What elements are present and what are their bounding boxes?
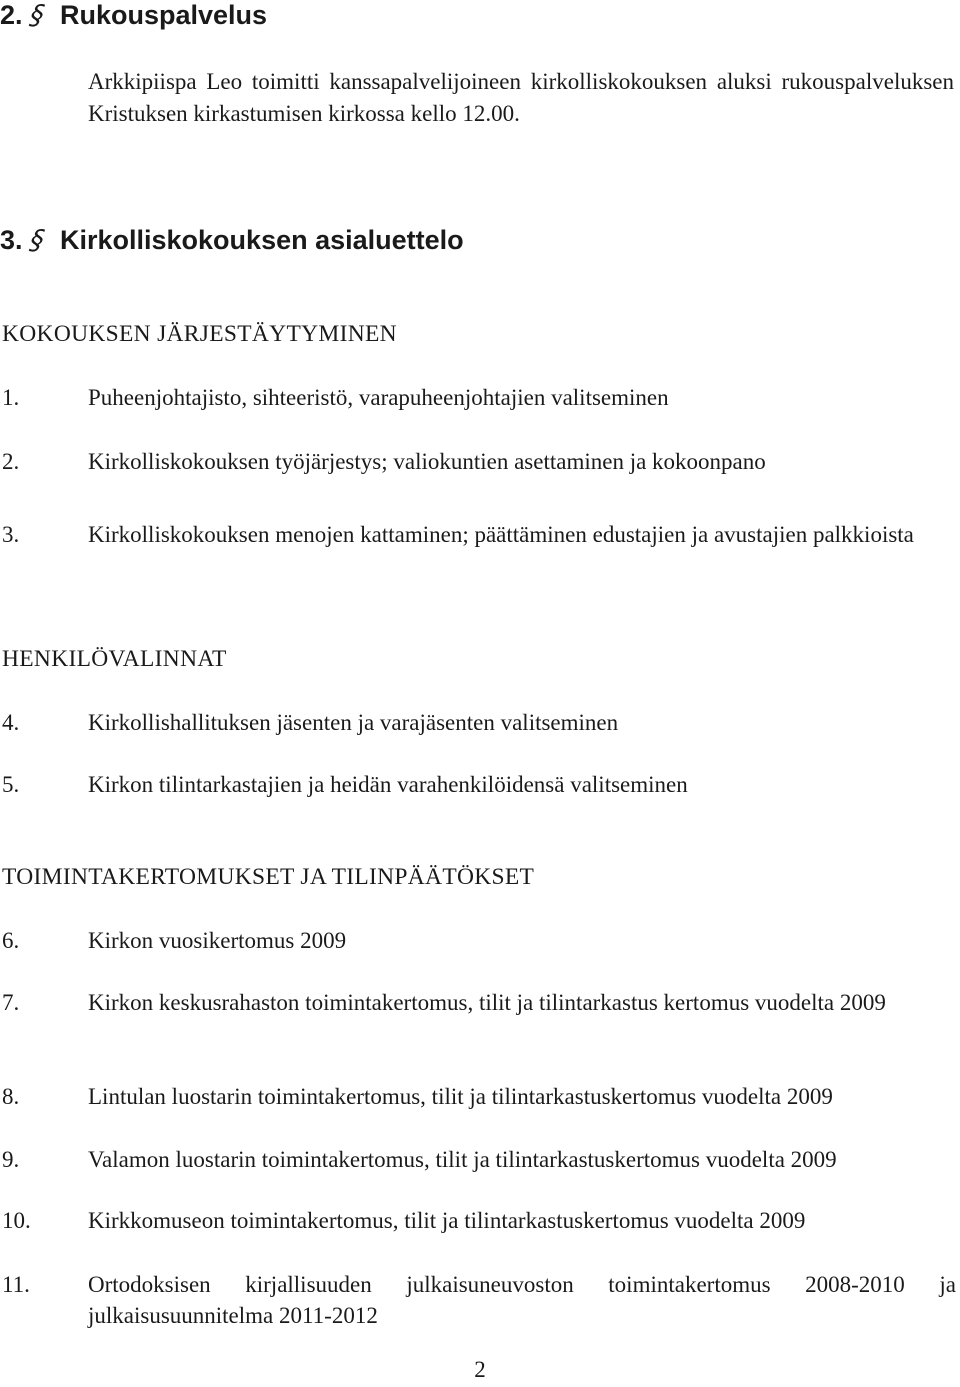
agenda-item-number: 4. [2, 710, 20, 735]
agenda-item-text: Kirkollishallituksen jäsenten ja varajäsenten valitseminen [88, 710, 619, 735]
agenda-item-number: 7. [2, 990, 20, 1015]
agenda-item-text: Kirkon vuosikertomus 2009 [88, 928, 347, 953]
agenda-item [0, 1144, 956, 1175]
agenda-item [0, 707, 956, 738]
agenda-item-number: 11. [2, 1272, 30, 1297]
agenda-item-text: Ortodoksisen kirjallisuuden julkaisuneuvoston toimintakertomus 2008-2010 ja julkaisusuunnitelma 2011-2012 [88, 1272, 956, 1328]
agenda-item [0, 1269, 956, 1331]
agenda-item-text: Kirkkomuseon toimintakertomus, tilit ja tilintarkastuskertomus vuodelta 2009 [88, 1208, 806, 1233]
section-number: 2. [0, 0, 23, 30]
agenda-item-number: 9. [2, 1147, 20, 1172]
section-sign-icon: § [24, 0, 50, 31]
section-title: Rukouspalvelus [60, 0, 268, 30]
agenda-group-title: HENKILÖVALINNAT [2, 646, 227, 672]
section-heading-3 [0, 225, 464, 256]
agenda-group-title: TOIMINTAKERTOMUKSET JA TILINPÄÄTÖKSET [2, 864, 535, 890]
agenda-item-text: Kirkolliskokouksen menojen kattaminen; päättäminen edustajien ja avustajien palkkioista [88, 522, 914, 547]
page-number: 2 [474, 1357, 486, 1382]
agenda-item-text: Kirkon tilintarkastajien ja heidän varahenkilöidensä valitseminen [88, 772, 688, 797]
agenda-item [0, 1205, 956, 1236]
agenda-item-number: 1. [2, 385, 20, 410]
agenda-item [0, 382, 956, 413]
agenda-item [0, 925, 956, 956]
agenda-item-text: Kirkon keskusrahaston toimintakertomus, tilit ja tilintarkastus kertomus vuodelta 2009 [88, 990, 886, 1015]
agenda-item [0, 446, 956, 477]
agenda-item-text: Puheenjohtajisto, sihteeristö, varapuheenjohtajien valitseminen [88, 385, 669, 410]
agenda-item-text: Kirkolliskokouksen työjärjestys; valiokuntien asettaminen ja kokoonpano [88, 449, 766, 474]
section-2-paragraph: Arkkipiispa Leo toimitti kanssapalvelijoineen kirkolliskokouksen aluksi rukouspalveluksen Kristuksen kirkastumisen kirkossa kello 12.00. [88, 69, 954, 126]
agenda-item-number: 5. [2, 772, 20, 797]
agenda-item-text: Lintulan luostarin toimintakertomus, tilit ja tilintarkastuskertomus vuodelta 2009 [88, 1084, 833, 1109]
agenda-item [0, 519, 956, 550]
agenda-item [0, 1081, 956, 1112]
agenda-item-number: 3. [2, 522, 20, 547]
section-number: 3. [0, 225, 23, 255]
agenda-item-number: 10. [2, 1208, 31, 1233]
section-title: Kirkolliskokouksen asialuettelo [60, 225, 464, 255]
agenda-group-title: KOKOUKSEN JÄRJESTÄYTYMINEN [2, 321, 397, 347]
agenda-item-number: 2. [2, 449, 20, 474]
agenda-item-number: 8. [2, 1084, 20, 1109]
agenda-item [0, 769, 956, 800]
section-heading-2 [0, 0, 267, 31]
section-sign-icon: § [24, 225, 50, 256]
agenda-item-text: Valamon luostarin toimintakertomus, tilit ja tilintarkastuskertomus vuodelta 2009 [88, 1147, 837, 1172]
agenda-item-number: 6. [2, 928, 20, 953]
agenda-item [0, 987, 956, 1018]
